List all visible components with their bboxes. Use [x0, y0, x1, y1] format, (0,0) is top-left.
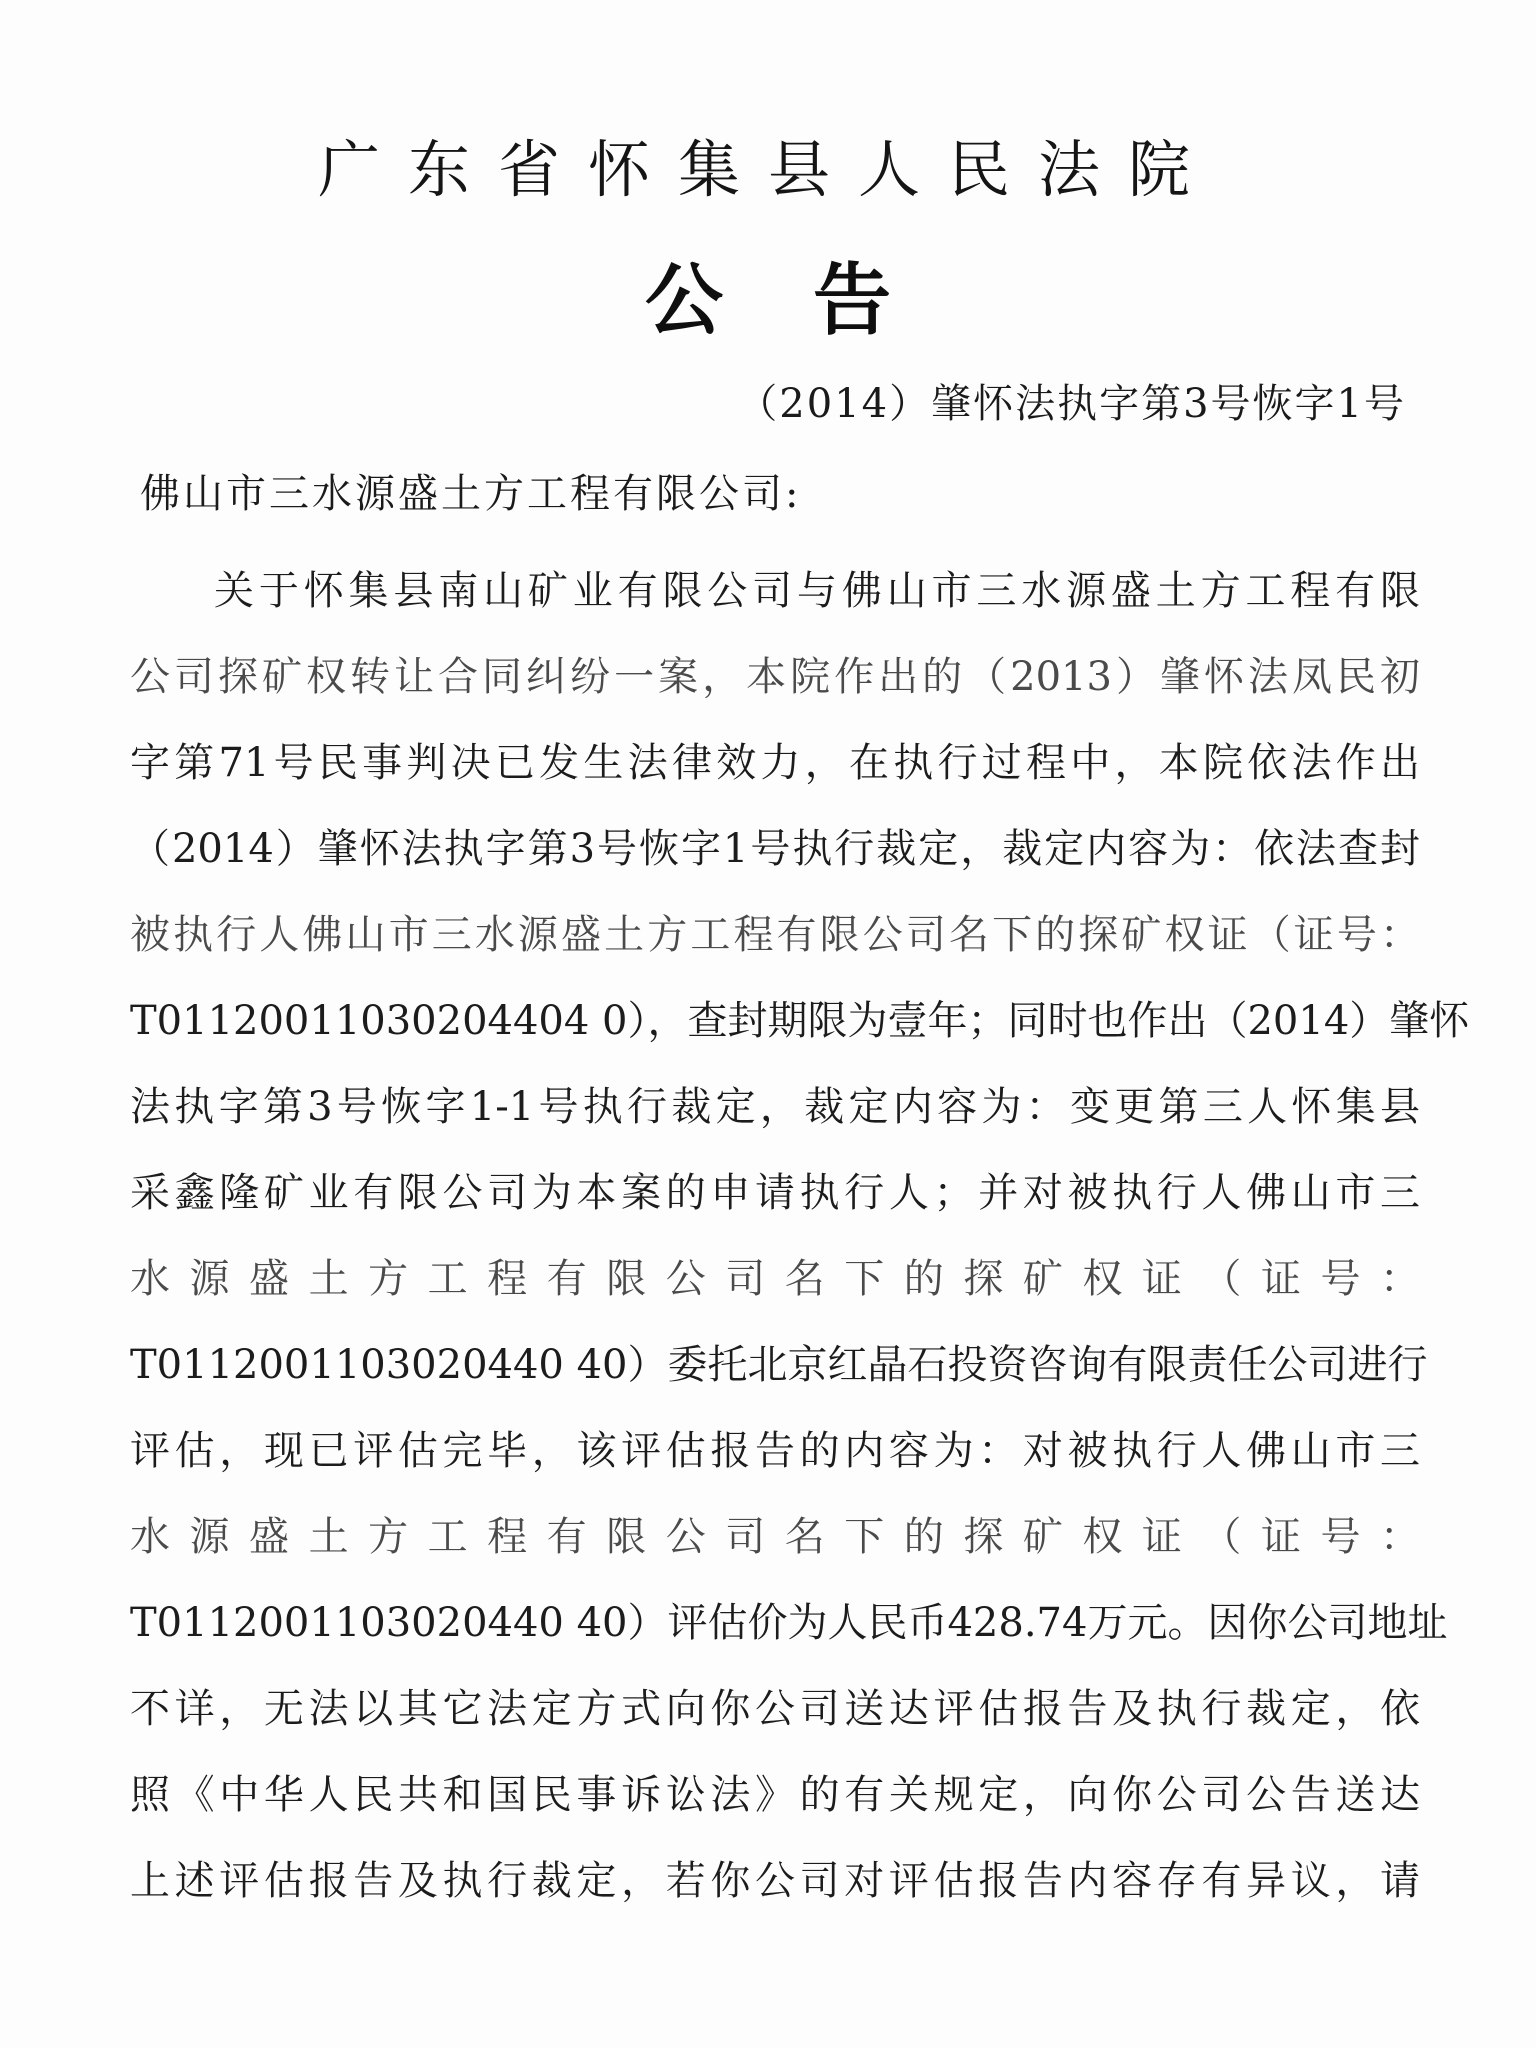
- body-line: 采鑫隆矿业有限公司为本案的申请执行人；并对被执行人佛山市三: [130, 1170, 1420, 1216]
- body-line: （2014）肇怀法执字第3号恢字1号执行裁定，裁定内容为：依法查封: [130, 826, 1420, 872]
- body-line: 上述评估报告及执行裁定，若你公司对评估报告内容存有异议，请: [130, 1858, 1420, 1904]
- body-line: 关于怀集县南山矿业有限公司与佛山市三水源盛土方工程有限: [214, 568, 1420, 614]
- case-number: （2014）肇怀法执字第3号恢字1号: [737, 381, 1406, 427]
- body-line: 水源盛土方工程有限公司名下的探矿权证（证号：: [130, 1256, 1420, 1302]
- body-line: 评估，现已评估完毕，该评估报告的内容为：对被执行人佛山市三: [130, 1428, 1420, 1474]
- body-line: 不详，无法以其它法定方式向你公司送达评估报告及执行裁定，依: [130, 1686, 1420, 1732]
- court-name: 广东省怀集县人民法院: [317, 133, 1218, 206]
- body-line: 照《中华人民共和国民事诉讼法》的有关规定，向你公司公告送达: [130, 1772, 1420, 1818]
- body-line: 字第71号民事判决已发生法律效力，在执行过程中，本院依法作出: [130, 740, 1420, 786]
- body-line: T01120011030204404 0），查封期限为壹年；同时也作出（2014）肇怀: [130, 998, 1470, 1044]
- body-line: 公司探矿权转让合同纠纷一案，本院作出的（2013）肇怀法凤民初: [130, 654, 1420, 700]
- body-line: T0112001103020440 40）委托北京红晶石投资咨询有限责任公司进行: [130, 1342, 1428, 1388]
- body-line: 水源盛土方工程有限公司名下的探矿权证（证号：: [130, 1514, 1420, 1560]
- body-line: 法执字第3号恢字1-1号执行裁定，裁定内容为：变更第三人怀集县: [130, 1084, 1420, 1130]
- body-line: T0112001103020440 40）评估价为人民币428.74万元。因你公司地址: [130, 1600, 1448, 1646]
- body-text: [130, 548, 1470, 1924]
- document-title: 公告: [644, 256, 981, 346]
- body-line: 被执行人佛山市三水源盛土方工程有限公司名下的探矿权证（证号：: [130, 912, 1420, 958]
- addressee: 佛山市三水源盛土方工程有限公司:: [140, 471, 802, 517]
